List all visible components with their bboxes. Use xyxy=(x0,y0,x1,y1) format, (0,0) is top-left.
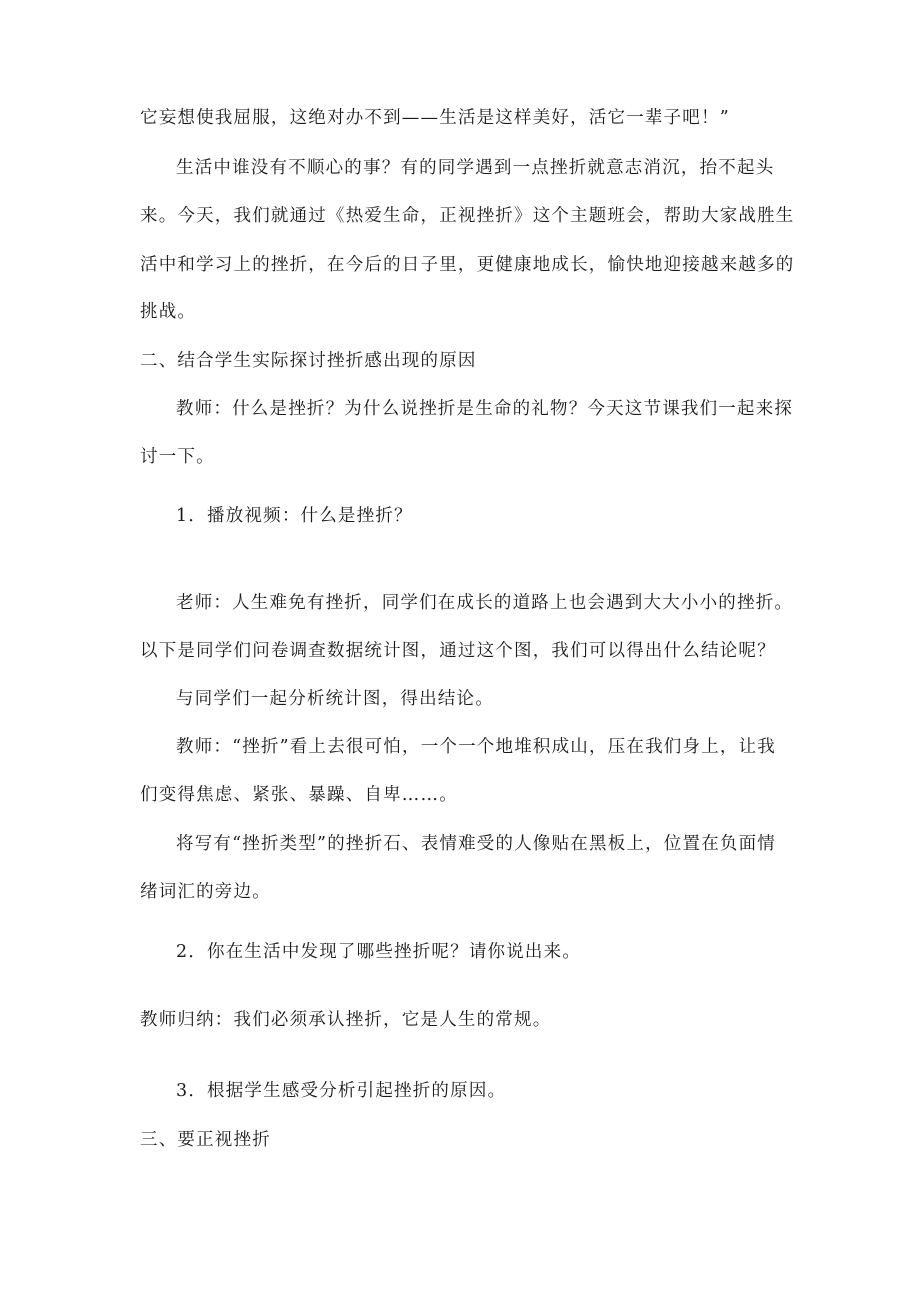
section-heading: 三、要正视挫折 xyxy=(140,1130,271,1150)
text-line: 来。今天，我们就通过《热爱生命，正视挫折》这个主题班会，帮助大家战胜生 xyxy=(140,206,795,226)
list-item: 3．根据学生感受分析引起挫折的原因。 xyxy=(176,1081,507,1101)
text-line: 以下是同学们问卷调查数据统计图，通过这个图，我们可以得出什么结论呢？ xyxy=(140,641,776,661)
paragraph-line: 将写有“挫折类型”的挫折石、表情难受的人像贴在黑板上，位置在负面情 xyxy=(176,834,776,854)
text-line: 绪词汇的旁边。 xyxy=(140,882,271,902)
text-line: 它妄想使我屈服，这绝对办不到——生活是这样美好，活它一辈子吧！” xyxy=(140,108,730,128)
paragraph-line: 老师：人生难免有挫折，同学们在成长的道路上也会遇到大大小小的挫折。 xyxy=(176,593,794,613)
section-heading: 二、结合学生实际探讨挫折感出现的原因 xyxy=(140,351,477,371)
list-item: 1．播放视频：什么是挫折？ xyxy=(176,506,413,526)
paragraph-line: 生活中谁没有不顺心的事？有的同学遇到一点挫折就意志消沉，抬不起头 xyxy=(176,158,775,178)
list-item: 2．你在生活中发现了哪些挫折呢？请你说出来。 xyxy=(176,942,582,962)
paragraph-line: 与同学们一起分析统计图，得出结论。 xyxy=(176,689,494,709)
paragraph-line: 教师：什么是挫折？为什么说挫折是生命的礼物？今天这节课我们一起来探 xyxy=(176,399,794,419)
text-line: 活中和学习上的挫折，在今后的日子里，更健康地成长，愉快地迎接越来越多的 xyxy=(140,255,795,275)
text-line: 挑战。 xyxy=(140,302,197,322)
paragraph-line: 教师：“挫折”看上去很可怕，一个一个地堆积成山，压在我们身上，让我 xyxy=(176,737,776,757)
text-line: 讨一下。 xyxy=(140,447,215,467)
text-line: 教师归纳：我们必须承认挫折，它是人生的常规。 xyxy=(140,1010,552,1030)
text-line: 们变得焦虑、紧张、暴躁、自卑……。 xyxy=(140,785,458,805)
